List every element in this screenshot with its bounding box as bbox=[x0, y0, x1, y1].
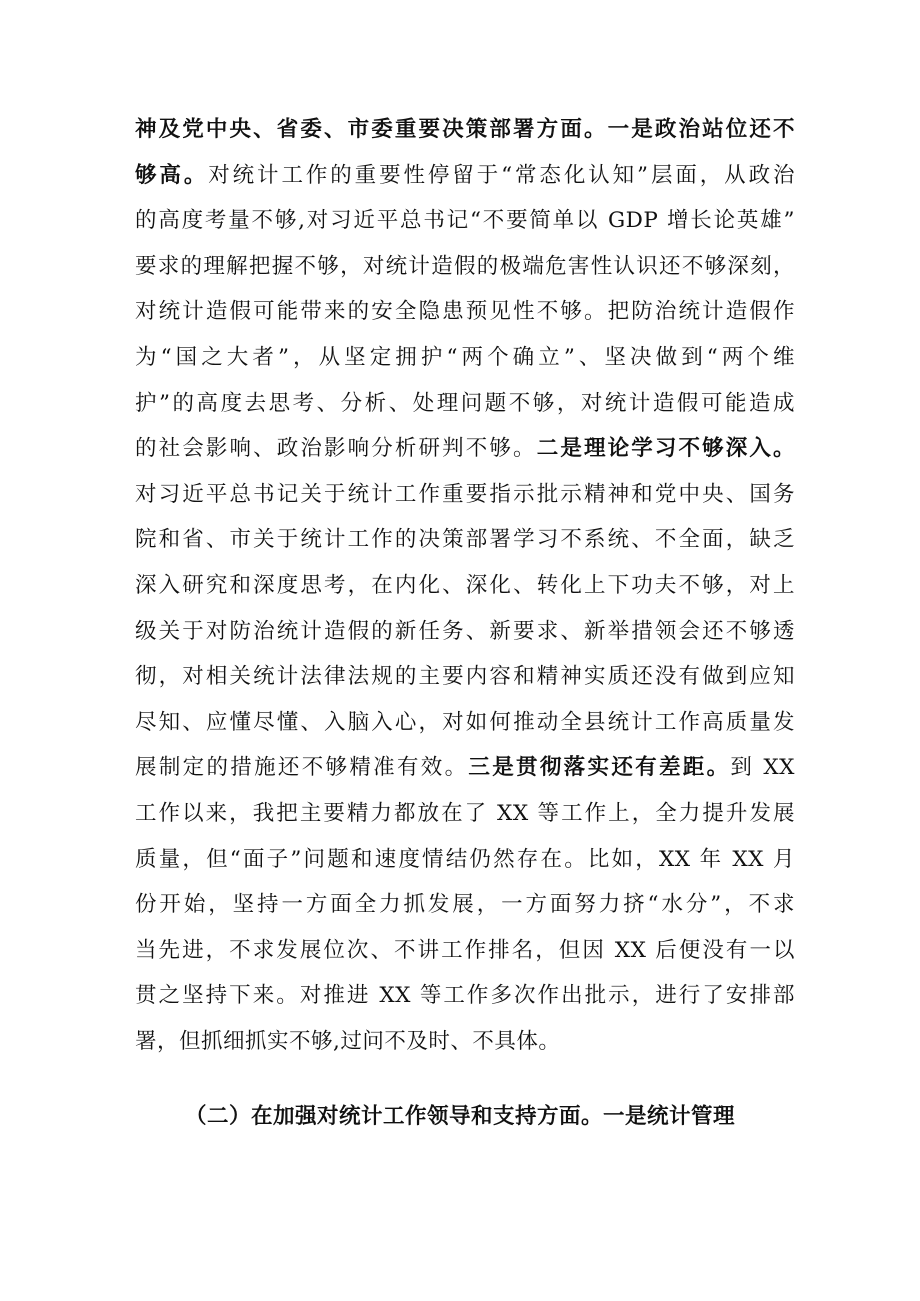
text-segment: 要求的理解把握不够，对统计造假的极端危害性认识还不够深刻， bbox=[135, 253, 795, 279]
text-segment: 对统计工作的重要性停留于“常态化认知”层面，从政治 bbox=[208, 162, 795, 188]
text-line bbox=[135, 700, 795, 746]
text-line bbox=[135, 837, 795, 883]
text-segment: 的高度考量不够,对习近平总书记“不要简单以 GDP 增长论英雄” bbox=[135, 208, 795, 234]
text-segment: 护”的高度去思考、分析、处理问题不够，对统计造假可能造成 bbox=[135, 390, 795, 416]
text-segment: 尽知、应懂尽懂、入脑入心，对如何推动全县统计工作高质量发 bbox=[135, 709, 795, 735]
text-segment: 份开始，坚持一方面全力抓发展，一方面努力挤“水分”，不求 bbox=[135, 892, 795, 918]
text-line bbox=[135, 973, 795, 1019]
text-line bbox=[135, 472, 795, 518]
bold-text-segment: 三是贯彻落实还有差距。 bbox=[468, 755, 731, 781]
text-segment: 署，但抓细抓实不够,过问不及时、不具体。 bbox=[135, 1028, 561, 1054]
text-segment: 贯之坚持下来。对推进 XX 等工作多次作出批示，进行了安排部 bbox=[135, 983, 795, 1009]
section-heading-2 bbox=[135, 1094, 795, 1140]
text-segment: 质量，但“面子”问题和速度情结仍然存在。比如，XX 年 XX 月 bbox=[135, 846, 795, 872]
text-segment: 当先进，不求发展位次、不讲工作排名，但因 XX 后便没有一以 bbox=[135, 937, 795, 963]
text-line bbox=[135, 335, 795, 381]
text-line bbox=[135, 381, 795, 427]
text-line bbox=[135, 198, 795, 244]
text-line bbox=[135, 107, 795, 153]
text-line bbox=[135, 153, 795, 199]
text-line bbox=[135, 745, 795, 791]
text-segment: 对习近平总书记关于统计工作重要指示批示精神和党中央、国务 bbox=[135, 481, 795, 507]
text-segment: 深入研究和深度思考，在内化、深化、转化上下功夫不够，对上 bbox=[135, 572, 795, 598]
text-segment: 级关于对防治统计造假的新任务、新要求、新举措领会还不够透 bbox=[135, 618, 795, 644]
text-line bbox=[135, 654, 795, 700]
text-line bbox=[135, 426, 795, 472]
text-segment: 对统计造假可能带来的安全隐患预见性不够。把防治统计造假作 bbox=[135, 299, 795, 325]
heading-text-segment: 一是统计管理 bbox=[603, 1104, 736, 1130]
text-segment: 到 XX bbox=[730, 755, 795, 781]
text-segment: 院和省、市关于统计工作的决策部署学习不系统、不全面，缺乏 bbox=[135, 527, 795, 553]
bold-text-segment: 一是政治站位还不 bbox=[607, 117, 795, 142]
text-segment: 的社会影响、政治影响分析研判不够。 bbox=[135, 436, 537, 462]
text-line bbox=[135, 1019, 795, 1065]
text-line bbox=[135, 928, 795, 974]
heading-text-segment: （二）在加强对统计工作领导和支持方面。 bbox=[185, 1104, 604, 1130]
text-line bbox=[135, 289, 795, 335]
paragraph-political-stance bbox=[135, 107, 795, 1064]
text-line bbox=[135, 244, 795, 290]
text-line bbox=[135, 882, 795, 928]
text-segment: 工作以来，我把主要精力都放在了 XX 等工作上，全力提升发展 bbox=[135, 800, 795, 826]
bold-text-segment: 二是理论学习不够深入。 bbox=[536, 436, 795, 462]
text-line bbox=[135, 563, 795, 609]
text-line bbox=[135, 609, 795, 655]
bold-text-segment: 够高。 bbox=[135, 162, 209, 188]
text-line bbox=[135, 791, 795, 837]
document-body bbox=[135, 107, 795, 1140]
text-segment: 为“国之大者”，从坚定拥护“两个确立”、坚决做到“两个维 bbox=[135, 344, 795, 370]
text-segment: 展制定的措施还不够精准有效。 bbox=[135, 755, 469, 781]
bold-text-segment: 神及党中央、省委、市委重要决策部署方面。 bbox=[135, 117, 608, 142]
text-line bbox=[135, 517, 795, 563]
text-segment: 彻，对相关统计法律法规的主要内容和精神实质还没有做到应知 bbox=[135, 664, 795, 690]
